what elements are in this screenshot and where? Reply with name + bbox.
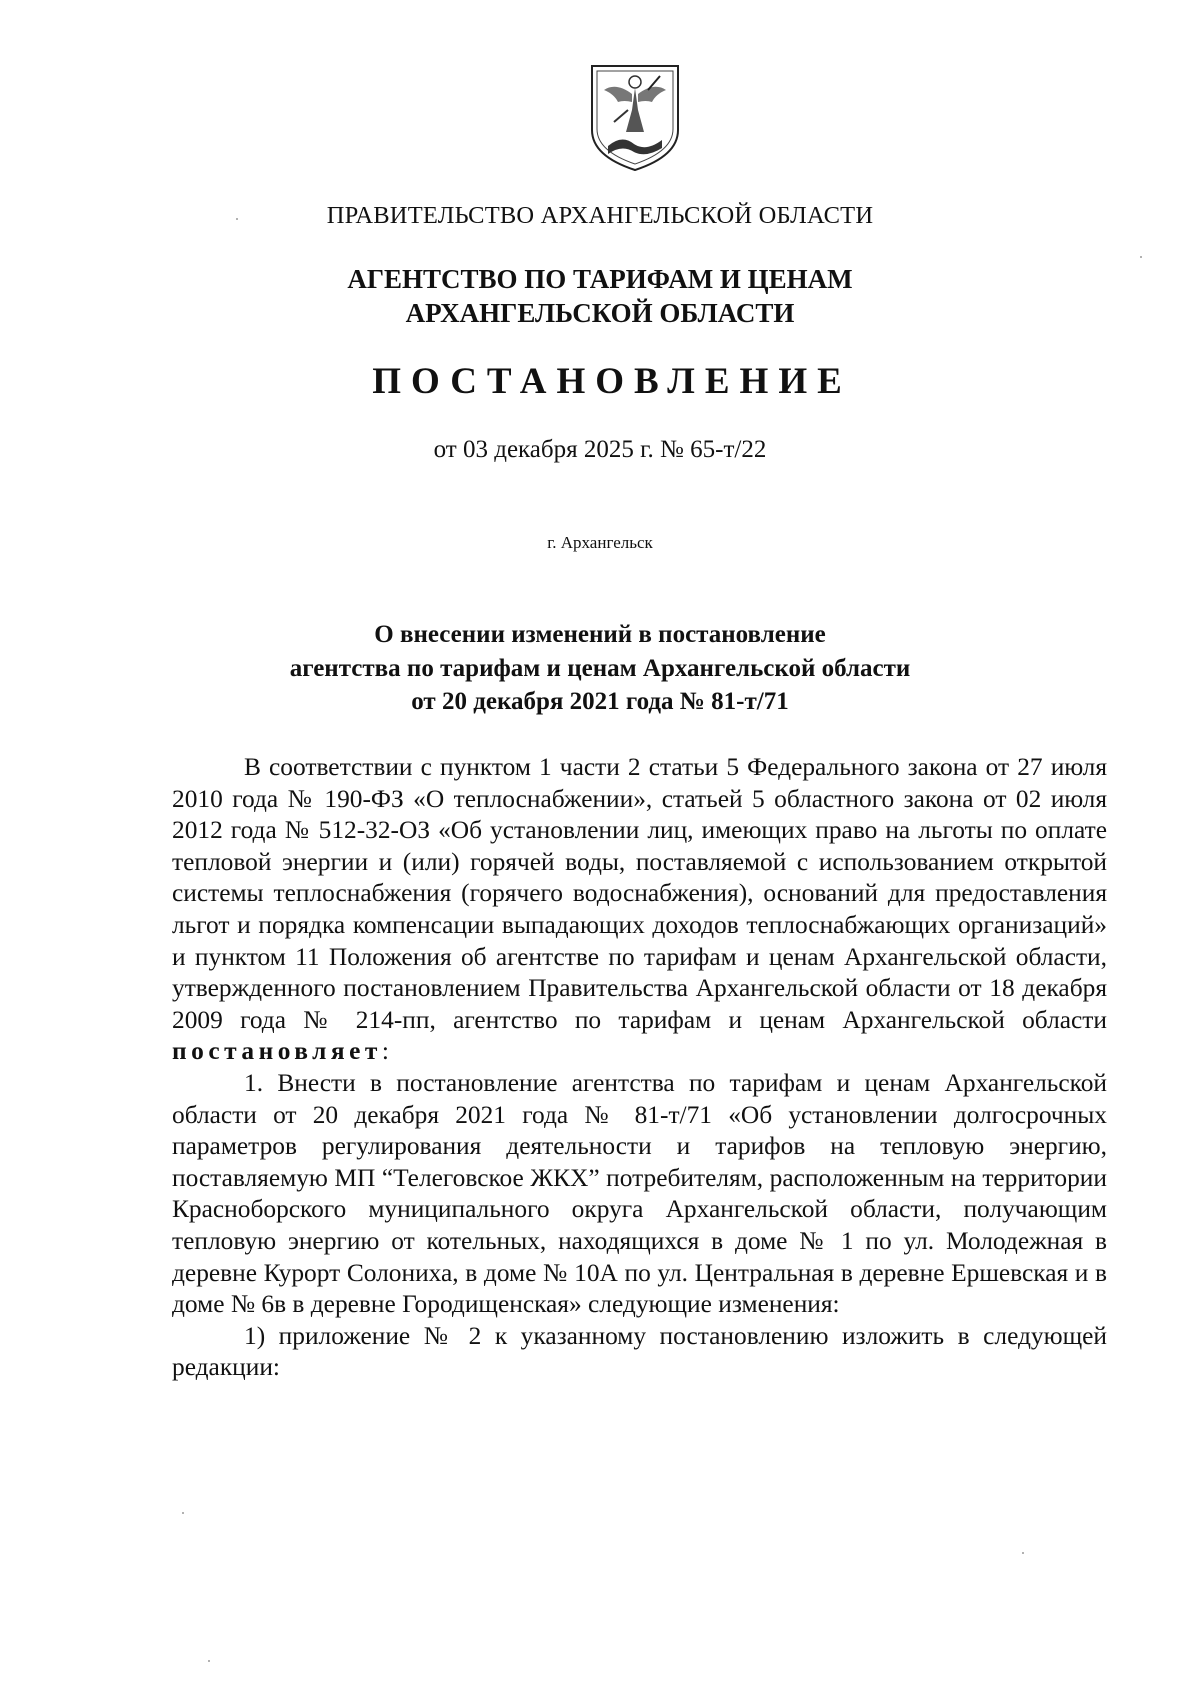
preamble-text: В соответствии с пунктом 1 части 2 статьи 5 Федерального закона от 27 июля 2010 года № 190-ФЗ «О теплоснабжении», статьей 5 областного закона от 02 июля 2012 года № 512-32-ОЗ «Об установлении лиц, имеющих право на льготы по оплате тепловой энергии и (или) горячей воды, поставляемой с использованием открытой системы теплоснабжения (горячего водоснабжения), оснований для предоставления льгот и порядка компенсации выпадающих доходов теплоснабжающих организаций» и пунктом 11 Положения об агентстве по тарифам и ценам Архангельской области, утвержденного постановлением Правительства Архангельской области от 18 декабря 2009 года № 214-пп, агентство по тарифам и ценам Архангельской области — [172, 753, 1107, 1034]
document-subject — [0, 618, 1200, 719]
subject-line-1: О внесении изменений в постановление — [374, 621, 826, 648]
document-date-number: от 03 декабря 2025 г. № 65-т/22 — [433, 436, 767, 463]
decree-keyword: постановляет — [172, 1037, 382, 1066]
coat-of-arms-icon — [588, 60, 682, 172]
preamble-end: : — [381, 1037, 389, 1066]
body-paragraph-preamble — [172, 752, 1107, 1068]
subject-line-2: агентства по тарифам и ценам Архангельской области — [289, 654, 911, 682]
scan-speck — [182, 1512, 184, 1514]
scan-speck — [1022, 1552, 1024, 1554]
subject-line-3: от 20 декабря 2021 года № 81-т/71 — [411, 688, 789, 715]
agency-name-line-2: АРХАНГЕЛЬСКОЙ ОБЛАСТИ — [405, 298, 795, 328]
document-body — [172, 752, 1107, 1384]
scan-speck — [1140, 256, 1142, 258]
document-type: ПОСТАНОВЛЕНИЕ — [372, 361, 852, 402]
government-name: ПРАВИТЕЛЬСТВО АРХАНГЕЛЬСКОЙ ОБЛАСТИ — [326, 202, 874, 229]
document-city: г. Архангельск — [547, 533, 653, 552]
agency-name-line-1: АГЕНТСТВО ПО ТАРИФАМ И ЦЕНАМ — [347, 264, 853, 294]
scan-speck — [236, 218, 238, 220]
agency-name — [0, 262, 1200, 330]
scan-speck — [208, 1660, 210, 1662]
body-paragraph-subitem-1: 1) приложение № 2 к указанному постановлению изложить в следующей редакции: — [172, 1321, 1107, 1382]
body-paragraph-item-1: 1. Внести в постановление агентства по тарифам и ценам Архангельской области от 20 декабря 2021 года № 81-т/71 «Об установлении долгосрочных параметров регулирования деятельности и тарифов на тепловую энергию, поставляемую МП “Телеговское ЖКХ” потребителям, расположенным на территории Красноборского муниципального округа Архангельской области, получающим тепловую энергию от котельных, находящихся в доме № 1 по ул. Молодежная в деревне Курорт Солониха, в доме № 10А по ул. Центральная в деревне Ершевская и в доме № 6в в деревне Городищенская» следующие изменения: — [172, 1068, 1107, 1319]
